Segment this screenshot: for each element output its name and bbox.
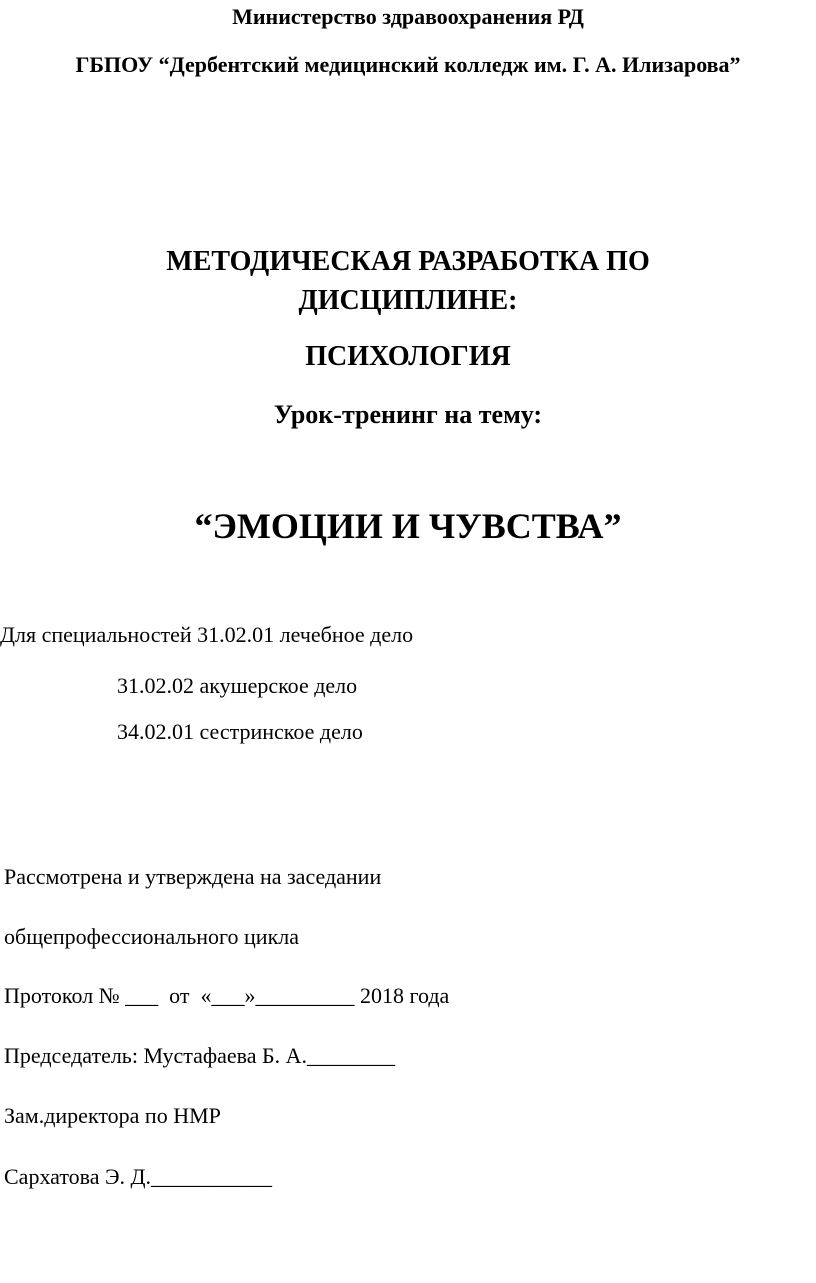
college-heading: ГБПОУ “Дербентский медицинский колледж им. Г. А. Илизарова” [75,52,741,77]
specialty-line-2: 31.02.02 акушерское дело [117,673,358,698]
subject-title: ПСИХОЛОГИЯ [305,341,511,372]
approval-line-2: общепрофессионального цикла [4,924,300,949]
specialty-line-1: Для специальностей 31.02.01 лечебное дело [0,622,414,647]
chair-line: Председатель: Мустафаева Б. А.________ [4,1043,396,1068]
title-line-1: МЕТОДИЧЕСКАЯ РАЗРАБОТКА ПО [166,246,650,277]
signature-line: Сархатова Э. Д.___________ [4,1164,273,1189]
deputy-director-line: Зам.директора по НМР [4,1103,221,1128]
approval-line-1: Рассмотрена и утверждена на заседании [4,864,382,889]
specialty-line-3: 34.02.01 сестринское дело [117,719,363,744]
ministry-heading: Министерство здравоохранения РД [232,4,584,29]
title-line-2: ДИСЦИПЛИНЕ: [298,285,518,316]
lesson-type: Урок-тренинг на тему: [273,400,543,429]
protocol-line: Протокол № ___ от «___»_________ 2018 года [4,983,450,1008]
lesson-theme: “ЭМОЦИИ И ЧУВСТВА” [194,506,622,546]
